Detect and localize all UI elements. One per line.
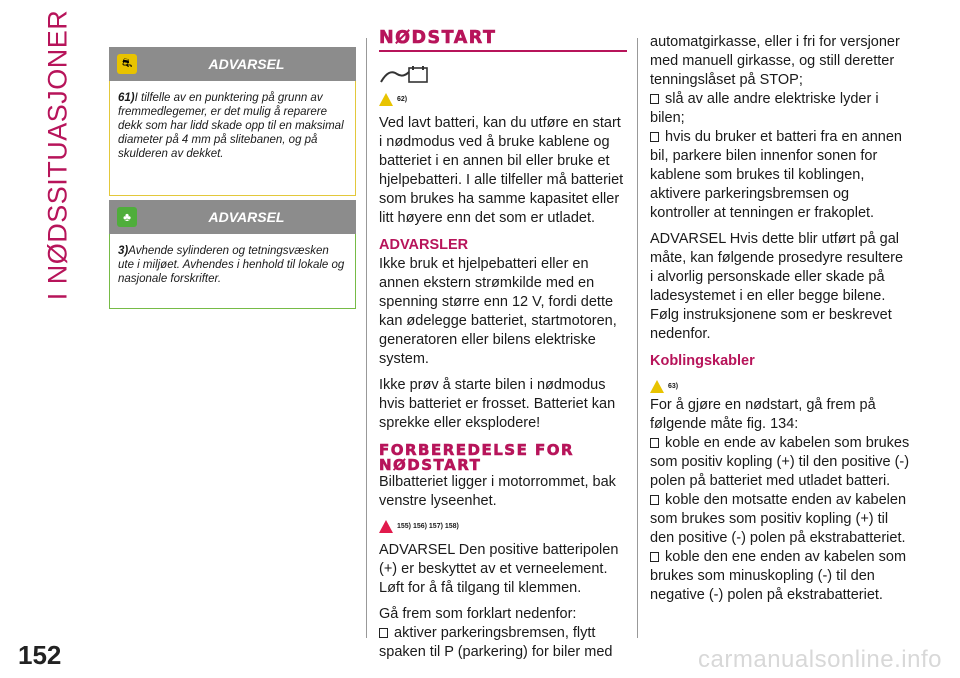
warning-text: Avhende sylinderen og tetningsvæsken ute i miljøet. Avhendes i henhold til lokale og nasjonale forskrifter. xyxy=(118,245,345,285)
warning-triangle-icon xyxy=(379,520,393,533)
subheading: Koblingskabler xyxy=(650,353,755,369)
checkbox-square-icon xyxy=(650,438,659,448)
column-3 xyxy=(650,33,910,605)
checkbox-square-icon xyxy=(650,94,659,104)
list-item: koble den motsatte enden av kabelen som brukes som positiv kopling (+) til den positive (-) polen på ekstrabatteriet. xyxy=(650,492,907,546)
car-skid-icon: ⛐ xyxy=(117,54,137,74)
warning-reference: 63) xyxy=(650,378,910,394)
paragraph: ADVARSEL Den positive batteripolen (+) er beskyttet av et verneelement. Løft for å få tilgang til klemmen. xyxy=(379,542,619,596)
warning-title: ADVARSEL xyxy=(208,56,285,72)
paragraph: For å gjøre en nødstart, gå frem på følgende måte fig. 134: xyxy=(650,397,876,432)
checkbox-square-icon xyxy=(650,495,659,505)
list-item: koble den ene enden av kabelen som brukes som minuskopling (-) til den negative (-) polen på ekstrabatteriet. xyxy=(650,549,907,603)
paragraph: automatgirkasse, eller i fri for versjoner med manuell girkasse, og still deretter tenningslåset på STOP; xyxy=(650,34,900,88)
column-divider xyxy=(637,38,638,638)
checkbox-square-icon xyxy=(650,552,659,562)
page-number: 152 xyxy=(18,640,62,670)
subheading: ADVARSLER xyxy=(379,237,469,253)
warning-body xyxy=(109,234,356,309)
paragraph: Bilbatteriet ligger i motorrommet, bak venstre lyseenhet. xyxy=(379,474,616,509)
list-item: hvis du bruker et batteri fra en annen bil, parkere bilen innenfor sonen for kablene som brukes til koblingen, aktivere parkeringsbremsen og kontroller at tenningen er frakoplet. xyxy=(650,129,902,221)
list-item: aktiver parkeringsbremsen, flytt spaken til P (parkering) for biler med xyxy=(379,625,613,660)
side-title-text: I NØDSSITUASJONER xyxy=(42,9,73,301)
column-2 xyxy=(379,30,627,662)
side-title xyxy=(38,9,78,301)
warning-text: I tilfelle av en punktering på grunn av fremmedlegemer, er det mulig å reparere dekk som har lidd skade opp til en maksimal diameter på 4 mm på slitebanen, og på skulderen av dekket. xyxy=(118,92,344,160)
environment-tree-icon: ♣ xyxy=(117,207,137,227)
paragraph: Ikke prøv å starte bilen i nødmodus hvis batteriet er frosset. Batteriet kan sprekke eller eksplodere! xyxy=(379,377,616,431)
warning-header xyxy=(109,200,356,234)
warning-number: 61) xyxy=(118,92,135,104)
section-heading-2: FORBEREDELSE FOR NØDSTART xyxy=(379,441,575,474)
heading-rule xyxy=(379,50,627,52)
checkbox-square-icon xyxy=(650,132,659,142)
warning-header xyxy=(109,47,356,81)
paragraph: Gå frem som forklart nedenfor: xyxy=(379,606,577,622)
paragraph: ADVARSEL Hvis dette blir utført på gal måte, kan følgende prosedyre resultere i alvorlig personskade eller skade på ladesystemet i en eller begge bilene. Følg instruksjonene som er beskrevet nedenfor. xyxy=(650,231,904,342)
warning-box-2 xyxy=(109,200,356,309)
checkbox-square-icon xyxy=(379,628,388,638)
warning-reference: 62) xyxy=(379,91,627,107)
list-item: koble en ende av kabelen som brukes som positiv kopling (+) til den positive (-) polen på batteriet med utladet batteri. xyxy=(650,435,910,489)
warning-number: 3) xyxy=(118,245,129,257)
warning-box-1 xyxy=(109,47,356,196)
warning-triangle-icon xyxy=(379,93,393,106)
watermark: carmanualsonline.info xyxy=(698,646,942,673)
list-item: slå av alle andre elektriske lyder i bilen; xyxy=(650,91,879,126)
warning-title: ADVARSEL xyxy=(208,209,285,225)
paragraph: Ikke bruk et hjelpebatteri eller en annen ekstern strømkilde med en spenning større enn 12 V, fordi dette kan ødelegge batteriet, startmotoren, generatoren eller bilens elektriske system. xyxy=(379,256,617,367)
warning-triangle-icon xyxy=(650,380,664,393)
warning-reference: 155) 156) 157) 158) xyxy=(379,518,627,534)
battery-jumpstart-icon xyxy=(379,64,627,84)
section-heading: NØDSTART xyxy=(379,28,497,48)
warning-body xyxy=(109,81,356,196)
paragraph: Ved lavt batteri, kan du utføre en start i nødmodus ved å bruke kablene og batteriet i en annen bil eller bruke et hjelpebatteri. I alle tilfeller må batteriet som brukes ha samme kapasitet eller litt høyere enn det som er utladet. xyxy=(379,115,624,226)
column-divider xyxy=(366,38,367,638)
